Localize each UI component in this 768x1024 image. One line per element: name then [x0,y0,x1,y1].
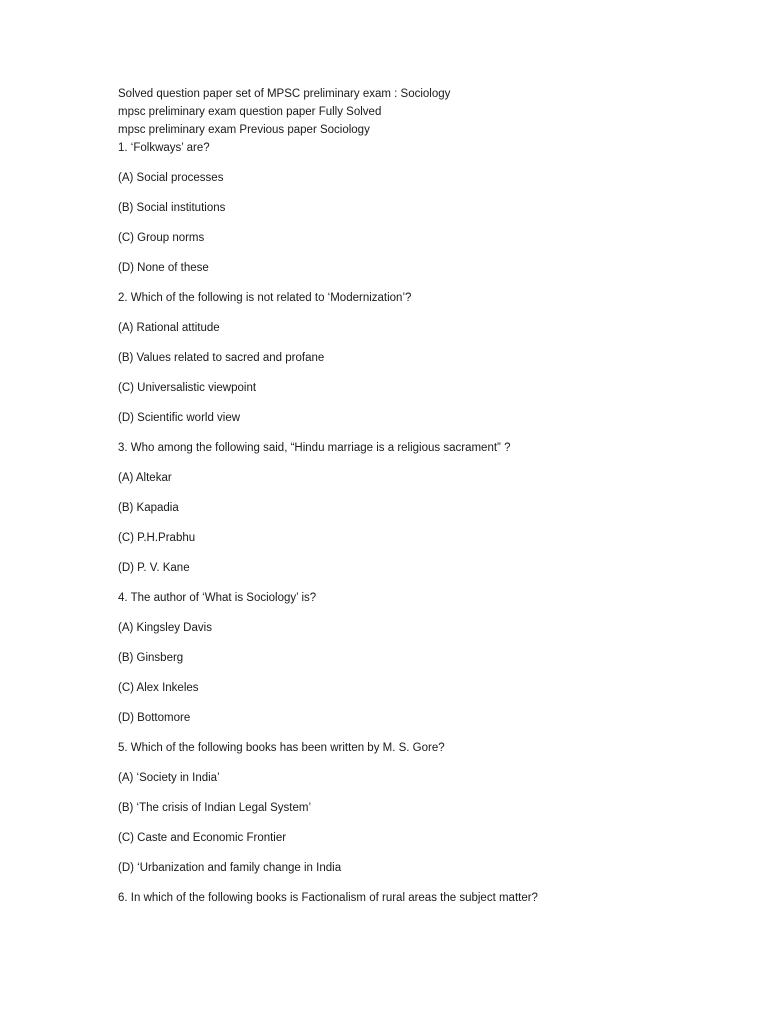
answer-option: (A) Social processes [118,172,224,184]
answer-option: (A) Rational attitude [118,322,220,334]
answer-option: (C) Caste and Economic Frontier [118,832,287,844]
answer-option: (D) P. V. Kane [118,562,190,574]
question-text: 6. In which of the following books is Factionalism of rural areas the subject matter? [118,892,538,904]
answer-option: (A) Altekar [118,472,172,484]
question-text: 2. Which of the following is not related to ‘Modernization’? [118,292,412,304]
question-text: 1. ‘Folkways’ are? [118,142,210,154]
answer-option: (A) ‘Society in India’ [118,772,220,784]
answer-option: (D) Bottomore [118,712,191,724]
document-page [118,85,738,907]
answer-option: (C) P.H.Prabhu [118,532,196,544]
question-text: 4. The author of ‘What is Sociology’ is? [118,592,317,604]
answer-option: (B) Kapadia [118,502,179,514]
header-title-line: Solved question paper set of MPSC preliminary exam : Sociology [118,88,451,100]
header-subtitle-line: mpsc preliminary exam question paper Fully Solved [118,106,382,118]
header-subtitle-line: mpsc preliminary exam Previous paper Sociology [118,124,370,136]
answer-option: (D) None of these [118,262,209,274]
question-text: 3. Who among the following said, “Hindu marriage is a religious sacrament” ? [118,442,511,454]
answer-option: (B) Ginsberg [118,652,184,664]
answer-option: (C) Group norms [118,232,205,244]
question-text: 5. Which of the following books has been written by M. S. Gore? [118,742,445,754]
answer-option: (B) Social institutions [118,202,226,214]
answer-option: (C) Universalistic viewpoint [118,382,257,394]
answer-option: (D) Scientific world view [118,412,241,424]
answer-option: (C) Alex Inkeles [118,682,199,694]
answer-option: (B) Values related to sacred and profane [118,352,325,364]
answer-option: (B) ‘The crisis of Indian Legal System’ [118,802,312,814]
answer-option: (A) Kingsley Davis [118,622,212,634]
answer-option: (D) ‘Urbanization and family change in India [118,862,342,874]
